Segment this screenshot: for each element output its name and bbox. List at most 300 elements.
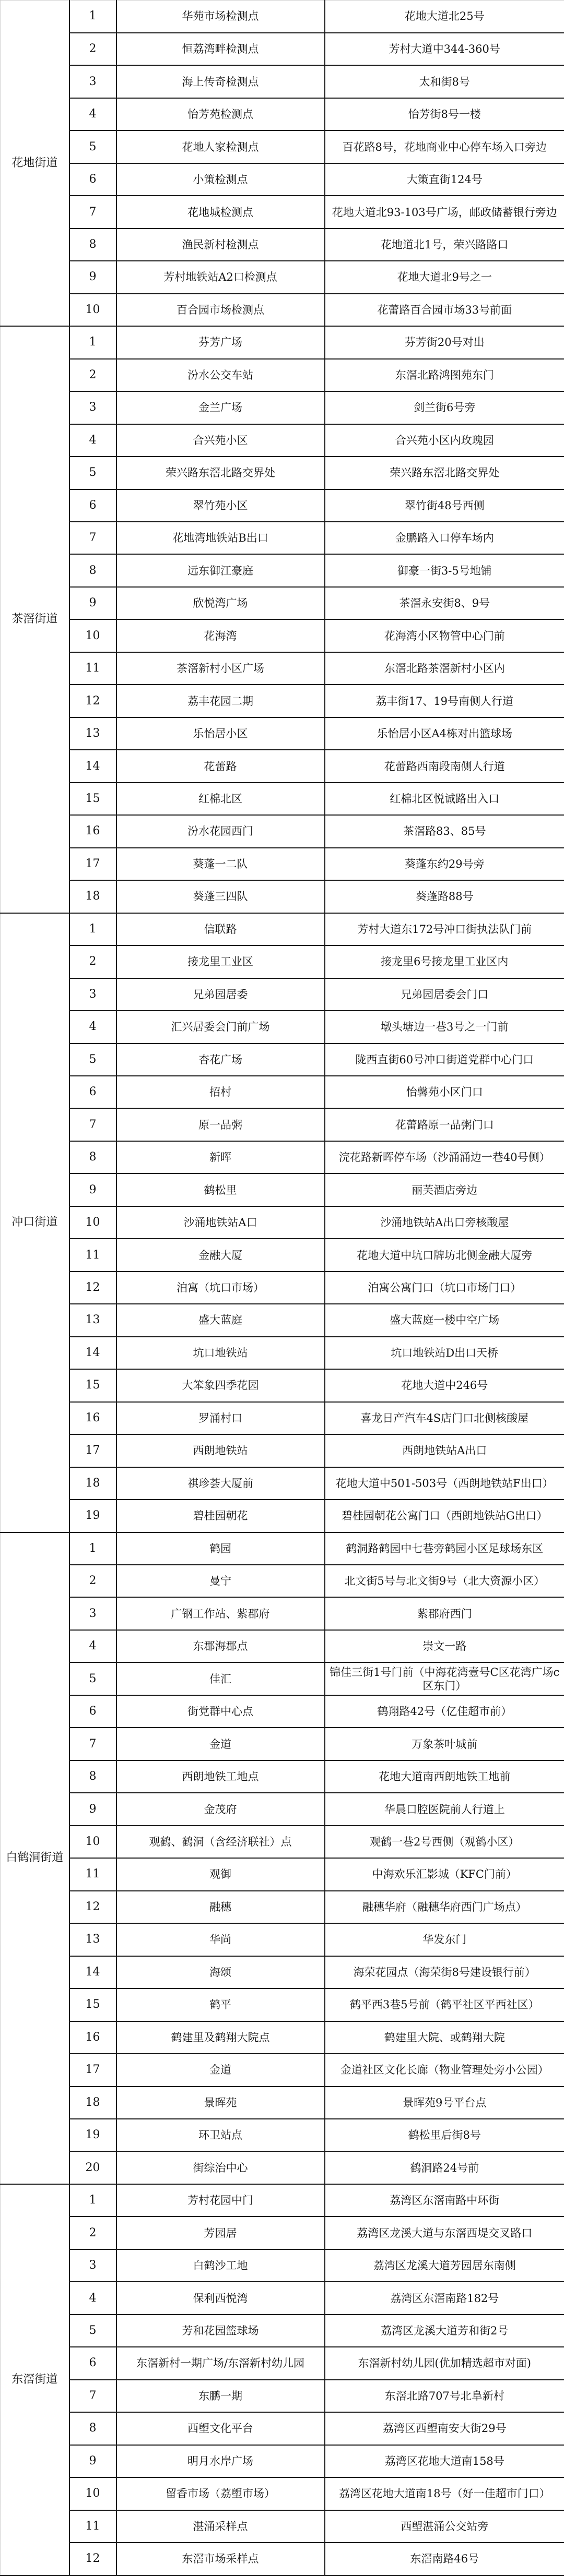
table-row xyxy=(1,2347,564,2379)
row-number-cell: 2 xyxy=(69,1565,116,1597)
table-row xyxy=(1,1695,564,1728)
site-name-cell: 观御 xyxy=(116,1858,325,1890)
row-number-cell: 1 xyxy=(69,913,116,945)
site-address-cell: 墩头塘边一巷3号之一门前 xyxy=(325,1011,564,1043)
site-address-cell: 鹤洞路24号前 xyxy=(325,2151,564,2184)
site-name-cell: 碧桂园朝花 xyxy=(116,1500,325,1532)
site-name-cell: 芳和花园篮球场 xyxy=(116,2315,325,2347)
site-name-cell: 鹤平 xyxy=(116,1988,325,2021)
site-name-cell: 信联路 xyxy=(116,913,325,945)
row-number-cell: 13 xyxy=(69,1304,116,1336)
row-number-cell: 19 xyxy=(69,2119,116,2151)
site-name-cell: 葵蓬一二队 xyxy=(116,848,325,880)
row-number-cell: 7 xyxy=(69,196,116,228)
table-row xyxy=(1,196,564,228)
table-row xyxy=(1,1728,564,1760)
site-address-cell: 花地大道中246号 xyxy=(325,1369,564,1401)
site-address-cell: 北文街5号与北文街9号（北大资源小区） xyxy=(325,1565,564,1597)
site-address-cell: 沙涌地铁站A出口旁核酸屋 xyxy=(325,1206,564,1239)
site-name-cell: 红棉北区 xyxy=(116,783,325,815)
row-number-cell: 19 xyxy=(69,1500,116,1532)
row-number-cell: 6 xyxy=(69,163,116,196)
row-number-cell: 7 xyxy=(69,522,116,554)
row-number-cell: 12 xyxy=(69,1272,116,1304)
site-name-cell: 留香市场（荔塱市场） xyxy=(116,2477,325,2510)
site-name-cell: 花地城检测点 xyxy=(116,196,325,228)
table-row xyxy=(1,945,564,978)
row-number-cell: 10 xyxy=(69,294,116,326)
site-address-cell: 花地大道南西朗地铁工地前 xyxy=(325,1760,564,1793)
table-row xyxy=(1,619,564,652)
site-address-cell: 万象茶叶城前 xyxy=(325,1728,564,1760)
site-name-cell: 融穗 xyxy=(116,1891,325,1923)
row-number-cell: 4 xyxy=(69,1630,116,1662)
site-name-cell: 明月水岸广场 xyxy=(116,2445,325,2477)
row-number-cell: 3 xyxy=(69,65,116,98)
site-name-cell: 金道 xyxy=(116,1728,325,1760)
site-address-cell: 坑口地铁站D出口天桥 xyxy=(325,1337,564,1369)
row-number-cell: 11 xyxy=(69,1239,116,1271)
table-row xyxy=(1,685,564,717)
row-number-cell: 8 xyxy=(69,229,116,261)
row-number-cell: 3 xyxy=(69,391,116,424)
row-number-cell: 1 xyxy=(69,1,116,33)
site-address-cell: 荔湾区龙溪大道与东滘西堤交叉路口 xyxy=(325,2216,564,2249)
row-number-cell: 16 xyxy=(69,2021,116,2054)
site-name-cell: 欣悦湾广场 xyxy=(116,587,325,619)
site-address-cell: 东滘北路茶滘新村小区内 xyxy=(325,652,564,685)
site-address-cell: 花地大道中坑口牌坊北侧金融大厦旁 xyxy=(325,1239,564,1271)
table-row xyxy=(1,815,564,847)
row-number-cell: 6 xyxy=(69,1695,116,1728)
table-row xyxy=(1,2543,564,2575)
site-name-cell: 西塱文化平台 xyxy=(116,2412,325,2445)
table-row xyxy=(1,783,564,815)
site-address-cell: 花蕾路西南段南侧人行道 xyxy=(325,750,564,782)
row-number-cell: 1 xyxy=(69,326,116,358)
table-row xyxy=(1,2087,564,2119)
site-address-cell: 花地道北1号，荣兴路路口 xyxy=(325,229,564,261)
table-row xyxy=(1,913,564,945)
row-number-cell: 15 xyxy=(69,1988,116,2021)
row-number-cell: 18 xyxy=(69,880,116,913)
site-name-cell: 远东御江豪庭 xyxy=(116,554,325,586)
row-number-cell: 5 xyxy=(69,1662,116,1695)
site-address-cell: 百花路8号，花地商业中心停车场入口旁边 xyxy=(325,130,564,163)
site-address-cell: 鹤翔路42号（亿佳超市前） xyxy=(325,1695,564,1728)
site-name-cell: 乐怡居小区 xyxy=(116,717,325,750)
row-number-cell: 13 xyxy=(69,717,116,750)
table-row xyxy=(1,229,564,261)
table-row xyxy=(1,1076,564,1108)
site-address-cell: 花地大道中501-503号（西朗地铁站F出口） xyxy=(325,1467,564,1500)
site-name-cell: 街党群中心点 xyxy=(116,1695,325,1728)
table-row xyxy=(1,1988,564,2021)
table-row xyxy=(1,1141,564,1173)
row-number-cell: 6 xyxy=(69,1076,116,1108)
site-address-cell: 翠竹街48号西侧 xyxy=(325,489,564,522)
site-name-cell: 广钢工作站、紫郡府 xyxy=(116,1597,325,1630)
site-address-cell: 合兴苑小区内玫瑰园 xyxy=(325,424,564,457)
site-address-cell: 鹤洞路鹤园中七巷旁鹤园小区足球场东区 xyxy=(325,1532,564,1565)
table-row xyxy=(1,2477,564,2510)
site-name-cell: 花海湾 xyxy=(116,619,325,652)
row-number-cell: 7 xyxy=(69,1728,116,1760)
site-name-cell: 花地湾地铁站B出口 xyxy=(116,522,325,554)
table-row xyxy=(1,652,564,685)
row-number-cell: 14 xyxy=(69,1337,116,1369)
table-row xyxy=(1,1108,564,1141)
row-number-cell: 5 xyxy=(69,2315,116,2347)
site-address-cell: 融穗华府（融穗华府西门广场点） xyxy=(325,1891,564,1923)
site-name-cell: 大笨象四季花园 xyxy=(116,1369,325,1401)
site-name-cell: 罗涌村口 xyxy=(116,1402,325,1434)
row-number-cell: 14 xyxy=(69,750,116,782)
row-number-cell: 4 xyxy=(69,424,116,457)
site-name-cell: 佳汇 xyxy=(116,1662,325,1695)
table-row xyxy=(1,1011,564,1043)
row-number-cell: 8 xyxy=(69,1141,116,1173)
row-number-cell: 4 xyxy=(69,1011,116,1043)
site-name-cell: 泊寓（坑口市场） xyxy=(116,1272,325,1304)
site-name-cell: 华尚 xyxy=(116,1923,325,1956)
site-name-cell: 小策检测点 xyxy=(116,163,325,196)
site-address-cell: 西朗地铁站A出口 xyxy=(325,1434,564,1467)
row-number-cell: 2 xyxy=(69,2216,116,2249)
site-address-cell: 丽芙酒店旁边 xyxy=(325,1173,564,1206)
table-row xyxy=(1,848,564,880)
site-address-cell: 东滘北路707号北阜新村 xyxy=(325,2380,564,2412)
site-address-cell: 金鹏路入口停车场内 xyxy=(325,522,564,554)
site-name-cell: 汇兴居委会门前广场 xyxy=(116,1011,325,1043)
site-address-cell: 碧桂园朝花公寓门口（西朗地铁站G出口） xyxy=(325,1500,564,1532)
site-name-cell: 鹤建里及鹤翔大院点 xyxy=(116,2021,325,2054)
site-address-cell: 花地大道北25号 xyxy=(325,1,564,33)
row-number-cell: 18 xyxy=(69,1467,116,1500)
table-row xyxy=(1,2151,564,2184)
site-address-cell: 花地大道北93-103号广场，邮政储蓄银行旁边 xyxy=(325,196,564,228)
row-number-cell: 18 xyxy=(69,2087,116,2119)
site-address-cell: 华发东门 xyxy=(325,1923,564,1956)
row-number-cell: 2 xyxy=(69,359,116,391)
table-row xyxy=(1,130,564,163)
row-number-cell: 17 xyxy=(69,1434,116,1467)
district-cell: 花地街道 xyxy=(1,1,69,327)
site-address-cell: 崇文一路 xyxy=(325,1630,564,1662)
site-name-cell: 兄弟园居委 xyxy=(116,978,325,1011)
site-name-cell: 东滘新村一期广场/东滘新村幼儿园 xyxy=(116,2347,325,2379)
row-number-cell: 12 xyxy=(69,1891,116,1923)
table-row xyxy=(1,1500,564,1532)
site-name-cell: 花地人家检测点 xyxy=(116,130,325,163)
table-row xyxy=(1,2412,564,2445)
site-address-cell: 茶滘路83、85号 xyxy=(325,815,564,847)
site-name-cell: 金融大厦 xyxy=(116,1239,325,1271)
table-row xyxy=(1,1044,564,1076)
site-address-cell: 花海湾小区物管中心门前 xyxy=(325,619,564,652)
table-row xyxy=(1,1923,564,1956)
table-row xyxy=(1,1304,564,1336)
site-address-cell: 荔湾区龙溪大道芳和街2号 xyxy=(325,2315,564,2347)
site-address-cell: 花地大道北9号之一 xyxy=(325,261,564,293)
site-address-cell: 盛大蓝庭一楼中空广场 xyxy=(325,1304,564,1336)
site-name-cell: 盛大蓝庭 xyxy=(116,1304,325,1336)
site-address-cell: 荔丰街17、19号南侧人行道 xyxy=(325,685,564,717)
row-number-cell: 5 xyxy=(69,130,116,163)
row-number-cell: 7 xyxy=(69,2380,116,2412)
site-name-cell: 渔民新村检测点 xyxy=(116,229,325,261)
site-name-cell: 东郡海郡点 xyxy=(116,1630,325,1662)
table-row xyxy=(1,1272,564,1304)
site-address-cell: 葵蓬路88号 xyxy=(325,880,564,913)
site-address-cell: 华晨口腔医院前人行道上 xyxy=(325,1793,564,1825)
table-row xyxy=(1,554,564,586)
table-row xyxy=(1,1826,564,1858)
site-address-cell: 荔湾区东滘南路中环街 xyxy=(325,2184,564,2216)
row-number-cell: 11 xyxy=(69,2510,116,2543)
row-number-cell: 14 xyxy=(69,1956,116,1988)
site-name-cell: 鹤松里 xyxy=(116,1173,325,1206)
site-address-cell: 剑兰街6号旁 xyxy=(325,391,564,424)
site-address-cell: 西塱湛涌公交站旁 xyxy=(325,2510,564,2543)
table-row xyxy=(1,326,564,358)
row-number-cell: 16 xyxy=(69,1402,116,1434)
table-row xyxy=(1,1565,564,1597)
site-name-cell: 东滘市场采样点 xyxy=(116,2543,325,2575)
site-name-cell: 坑口地铁站 xyxy=(116,1337,325,1369)
site-name-cell: 沙涌地铁站A口 xyxy=(116,1206,325,1239)
row-number-cell: 3 xyxy=(69,1597,116,1630)
district-cell: 冲口街道 xyxy=(1,913,69,1532)
table-row xyxy=(1,978,564,1011)
table-row xyxy=(1,1793,564,1825)
site-name-cell: 华苑市场检测点 xyxy=(116,1,325,33)
site-address-cell: 东滘南路46号 xyxy=(325,2543,564,2575)
table-row xyxy=(1,522,564,554)
table-row xyxy=(1,1239,564,1271)
site-address-cell: 观鹤一巷2号西侧（观鹤小区） xyxy=(325,1826,564,1858)
row-number-cell: 2 xyxy=(69,945,116,978)
site-address-cell: 鹤平西3巷5号前（鹤平社区平西社区） xyxy=(325,1988,564,2021)
site-address-cell: 御豪一街3-5号地铺 xyxy=(325,554,564,586)
site-address-cell: 花蕾路百合园市场33号前面 xyxy=(325,294,564,326)
site-address-cell: 怡馨苑小区门口 xyxy=(325,1076,564,1108)
row-number-cell: 4 xyxy=(69,98,116,130)
site-name-cell: 新晖 xyxy=(116,1141,325,1173)
site-name-cell: 汾水花园西门 xyxy=(116,815,325,847)
site-name-cell: 曼宁 xyxy=(116,1565,325,1597)
row-number-cell: 10 xyxy=(69,1206,116,1239)
site-address-cell: 荔湾区花地大道南158号 xyxy=(325,2445,564,2477)
table-row xyxy=(1,2380,564,2412)
row-number-cell: 15 xyxy=(69,1369,116,1401)
site-address-cell: 怡芳街8号一楼 xyxy=(325,98,564,130)
row-number-cell: 5 xyxy=(69,1044,116,1076)
table-row xyxy=(1,1630,564,1662)
district-cell: 东滘街道 xyxy=(1,2184,69,2575)
site-name-cell: 葵蓬三四队 xyxy=(116,880,325,913)
site-name-cell: 荔丰花园二期 xyxy=(116,685,325,717)
site-address-cell: 东滘新村幼儿园(优加精选超市对面) xyxy=(325,2347,564,2379)
site-name-cell: 景晖苑 xyxy=(116,2087,325,2119)
site-name-cell: 汾水公交车站 xyxy=(116,359,325,391)
row-number-cell: 17 xyxy=(69,848,116,880)
table-row xyxy=(1,1760,564,1793)
table-row xyxy=(1,2184,564,2216)
row-number-cell: 10 xyxy=(69,619,116,652)
row-number-cell: 10 xyxy=(69,1826,116,1858)
site-name-cell: 合兴苑小区 xyxy=(116,424,325,457)
site-address-cell: 喜龙日产汽车4S店门口北侧核酸屋 xyxy=(325,1402,564,1434)
site-address-cell: 红棉北区悦诚路出入口 xyxy=(325,783,564,815)
site-name-cell: 芳村花园中门 xyxy=(116,2184,325,2216)
site-address-cell: 葵蓬东约29号旁 xyxy=(325,848,564,880)
site-address-cell: 东滘北路鸿图苑东门 xyxy=(325,359,564,391)
site-address-cell: 茶滘永安街8、9号 xyxy=(325,587,564,619)
site-address-cell: 紫郡府西门 xyxy=(325,1597,564,1630)
site-name-cell: 鹤园 xyxy=(116,1532,325,1565)
site-name-cell: 芬芳广场 xyxy=(116,326,325,358)
table-row xyxy=(1,2021,564,2054)
table-row xyxy=(1,359,564,391)
site-name-cell: 保利西悦湾 xyxy=(116,2282,325,2314)
site-address-cell: 接龙里6号接龙里工业区内 xyxy=(325,945,564,978)
table-row xyxy=(1,1173,564,1206)
site-name-cell: 白鹤沙工地 xyxy=(116,2249,325,2282)
site-name-cell: 东鹏一期 xyxy=(116,2380,325,2412)
site-name-cell: 百合园市场检测点 xyxy=(116,294,325,326)
table-row xyxy=(1,2054,564,2086)
row-number-cell: 12 xyxy=(69,685,116,717)
table-row xyxy=(1,2510,564,2543)
table-row xyxy=(1,880,564,913)
site-address-cell: 鹤建里大院、或鹤翔大院 xyxy=(325,2021,564,2054)
table-row xyxy=(1,1434,564,1467)
site-address-cell: 芳村大道中344-360号 xyxy=(325,33,564,65)
site-name-cell: 西朗地铁工地点 xyxy=(116,1760,325,1793)
site-address-cell: 鹤松里后街8号 xyxy=(325,2119,564,2151)
site-name-cell: 恒荔湾畔检测点 xyxy=(116,33,325,65)
site-name-cell: 街综治中心 xyxy=(116,2151,325,2184)
table-row xyxy=(1,294,564,326)
row-number-cell: 7 xyxy=(69,1108,116,1141)
table-row xyxy=(1,587,564,619)
table-row xyxy=(1,391,564,424)
site-name-cell: 接龙里工业区 xyxy=(116,945,325,978)
table-row xyxy=(1,65,564,98)
row-number-cell: 9 xyxy=(69,587,116,619)
table-row xyxy=(1,2216,564,2249)
site-address-cell: 荣兴路东滘北路交界处 xyxy=(325,457,564,489)
table-row xyxy=(1,457,564,489)
site-name-cell: 海颂 xyxy=(116,1956,325,1988)
table-row xyxy=(1,1369,564,1401)
row-number-cell: 9 xyxy=(69,1793,116,1825)
site-address-cell: 陇西直街60号冲口街道党群中心门口 xyxy=(325,1044,564,1076)
table-row xyxy=(1,1532,564,1565)
site-name-cell: 茶滘新村小区广场 xyxy=(116,652,325,685)
row-number-cell: 6 xyxy=(69,2347,116,2379)
row-number-cell: 20 xyxy=(69,2151,116,2184)
site-name-cell: 环卫站点 xyxy=(116,2119,325,2151)
site-name-cell: 观鹤、鹤洞（含经济联社）点 xyxy=(116,1826,325,1858)
site-name-cell: 杏花广场 xyxy=(116,1044,325,1076)
table-row xyxy=(1,1402,564,1434)
site-address-cell: 荔湾区东滘南路182号 xyxy=(325,2282,564,2314)
site-name-cell: 西朗地铁站 xyxy=(116,1434,325,1467)
site-address-cell: 泊寓公寓门口（坑口市场门口） xyxy=(325,1272,564,1304)
row-number-cell: 8 xyxy=(69,554,116,586)
row-number-cell: 9 xyxy=(69,2445,116,2477)
row-number-cell: 16 xyxy=(69,815,116,847)
table-body xyxy=(1,1,564,2575)
row-number-cell: 1 xyxy=(69,1532,116,1565)
row-number-cell: 15 xyxy=(69,783,116,815)
table-row xyxy=(1,1467,564,1500)
row-number-cell: 6 xyxy=(69,489,116,522)
site-address-cell: 乐怡居小区A4栋对出篮球场 xyxy=(325,717,564,750)
table-row xyxy=(1,424,564,457)
site-address-cell: 大策直街124号 xyxy=(325,163,564,196)
table-row xyxy=(1,1662,564,1695)
table-row xyxy=(1,1,564,33)
site-name-cell: 怡芳苑检测点 xyxy=(116,98,325,130)
site-name-cell: 海上传奇检测点 xyxy=(116,65,325,98)
site-name-cell: 芳村地铁站A2口检测点 xyxy=(116,261,325,293)
site-address-cell: 太和街8号 xyxy=(325,65,564,98)
table-row xyxy=(1,2249,564,2282)
table-row xyxy=(1,1891,564,1923)
site-address-cell: 荔湾区西塱南安大街29号 xyxy=(325,2412,564,2445)
site-address-cell: 中海欢乐汇影城（KFC门前） xyxy=(325,1858,564,1890)
row-number-cell: 3 xyxy=(69,2249,116,2282)
site-address-cell: 兄弟园居委会门口 xyxy=(325,978,564,1011)
site-address-cell: 芳村大道东172号冲口街执法队门前 xyxy=(325,913,564,945)
row-number-cell: 4 xyxy=(69,2282,116,2314)
district-cell: 白鹤洞街道 xyxy=(1,1532,69,2184)
table-row xyxy=(1,1597,564,1630)
table-row xyxy=(1,750,564,782)
site-name-cell: 金茂府 xyxy=(116,1793,325,1825)
table-row xyxy=(1,33,564,65)
district-cell: 茶滘街道 xyxy=(1,326,69,913)
row-number-cell: 5 xyxy=(69,457,116,489)
site-name-cell: 金兰广场 xyxy=(116,391,325,424)
row-number-cell: 13 xyxy=(69,1923,116,1956)
site-name-cell: 原一品粥 xyxy=(116,1108,325,1141)
row-number-cell: 9 xyxy=(69,261,116,293)
row-number-cell: 17 xyxy=(69,2054,116,2086)
site-name-cell: 祺珍荟大厦前 xyxy=(116,1467,325,1500)
table-row xyxy=(1,717,564,750)
table-row xyxy=(1,1337,564,1369)
table-row xyxy=(1,2119,564,2151)
site-name-cell: 芳园居 xyxy=(116,2216,325,2249)
site-name-cell: 翠竹苑小区 xyxy=(116,489,325,522)
table-row xyxy=(1,489,564,522)
site-address-cell: 金道社区文化长廊（物业管理处旁小公园） xyxy=(325,2054,564,2086)
table-row xyxy=(1,2445,564,2477)
site-name-cell: 金道 xyxy=(116,2054,325,2086)
row-number-cell: 8 xyxy=(69,2412,116,2445)
site-name-cell: 花蕾路 xyxy=(116,750,325,782)
row-number-cell: 8 xyxy=(69,1760,116,1793)
table-row xyxy=(1,98,564,130)
row-number-cell: 10 xyxy=(69,2477,116,2510)
table-row xyxy=(1,261,564,293)
row-number-cell: 11 xyxy=(69,1858,116,1890)
table-row xyxy=(1,2315,564,2347)
